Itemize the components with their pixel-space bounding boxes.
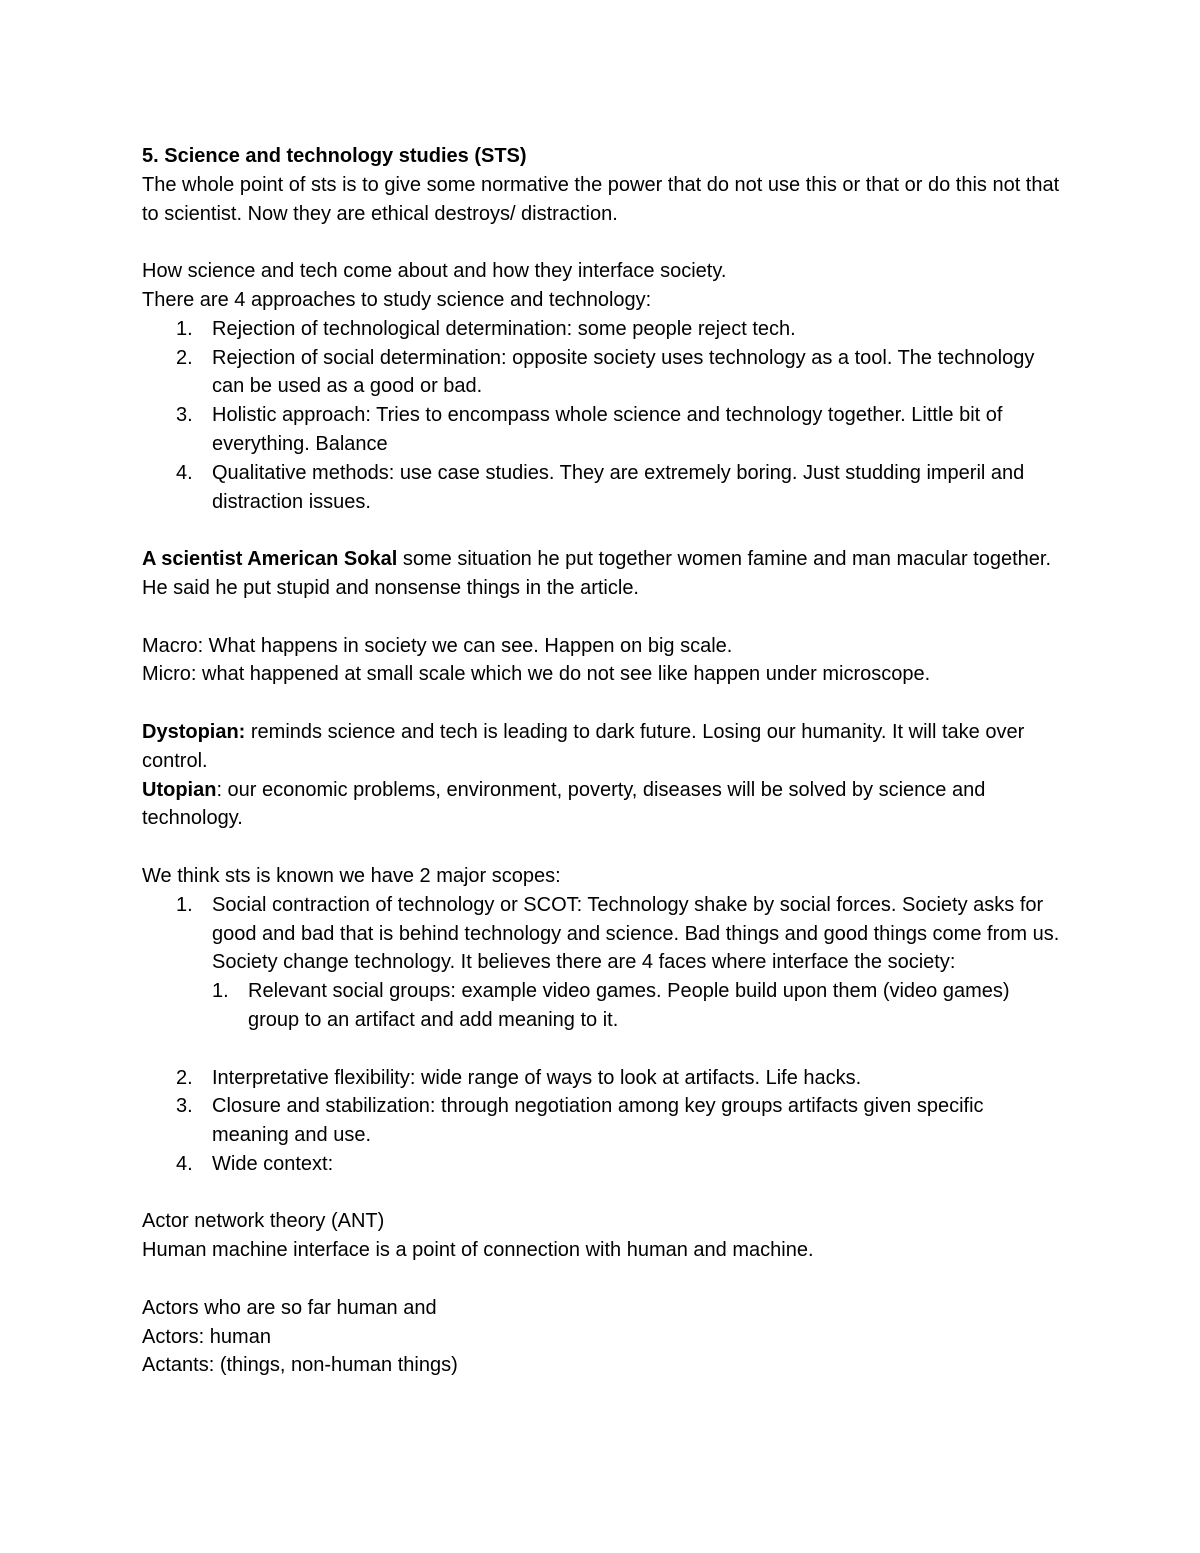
actors-human: Actors: human <box>142 1325 271 1348</box>
list-item <box>142 1092 1062 1150</box>
list-number: 4. <box>176 461 193 484</box>
dystopian-text: reminds science and tech is leading to dark future. Losing our humanity. It will take over control. <box>142 720 1025 772</box>
sokal-text: some situation he put together women famine and man macular together. He said he put stupid and nonsense things in the article. <box>142 548 1052 599</box>
spacer <box>142 1179 1062 1208</box>
sokal-bold: A scientist American Sokal <box>142 548 398 571</box>
sub-list-item <box>142 977 1062 1035</box>
list-text: Social contraction of technology or SCOT: Technology shake by social forces. Society asks for good and bad that is behind technology and science. Bad things and good things come from us. Society change technology. It believes there are 4 faces where interface the society: <box>212 893 1060 974</box>
spacer <box>142 689 1062 718</box>
approaches-intro: There are 4 approaches to study science and technology: <box>142 288 652 311</box>
spacer <box>142 1265 1062 1294</box>
list-number: 1. <box>176 893 193 916</box>
list-number: 4. <box>176 1152 193 1175</box>
how-line: How science and tech come about and how they interface society. <box>142 260 727 283</box>
list-text: Closure and stabilization: through negotiation among key groups artifacts given specific meaning and use. <box>212 1095 984 1147</box>
list-text: Wide context: <box>212 1152 334 1175</box>
actors-line: Actors who are so far human and <box>142 1296 437 1319</box>
spacer <box>142 516 1062 545</box>
list-number: 1. <box>212 980 229 1003</box>
list-item <box>142 344 1062 402</box>
spacer <box>142 228 1062 257</box>
spacer <box>142 1035 1062 1064</box>
list-item <box>142 401 1062 459</box>
list-number: 3. <box>176 1095 193 1118</box>
ant-title: Actor network theory (ANT) <box>142 1210 385 1233</box>
sokal-paragraph <box>142 545 1062 603</box>
list-item <box>142 459 1062 517</box>
document-body <box>142 142 1062 1380</box>
list-item <box>142 1150 1062 1179</box>
micro-line: Micro: what happened at small scale which we do not see like happen under microscope. <box>142 663 931 686</box>
list-text: Rejection of social determination: opposite society uses technology as a tool. The technology can be used as a good or bad. <box>212 346 1035 398</box>
spacer <box>142 603 1062 632</box>
list-number: 3. <box>176 404 193 427</box>
list-text: Holistic approach: Tries to encompass whole science and technology together. Little bit of everything. Balance <box>212 404 1003 455</box>
ant-definition: Human machine interface is a point of connection with human and machine. <box>142 1239 814 1262</box>
list-text: Qualitative methods: use case studies. They are extremely boring. Just studding imperil and distraction issues. <box>212 461 1025 513</box>
macro-line: Macro: What happens in society we can see. Happen on big scale. <box>142 634 733 657</box>
section-heading: 5. Science and technology studies (STS) <box>142 145 527 167</box>
actants-line: Actants: (things, non-human things) <box>142 1354 458 1377</box>
utopian-label: Utopian <box>142 778 217 801</box>
utopian-text: : our economic problems, environment, poverty, diseases will be solved by science and technology. <box>142 778 986 830</box>
dystopian-label: Dystopian: <box>142 720 246 743</box>
list-item <box>142 891 1062 977</box>
dystopian-paragraph <box>142 718 1062 776</box>
list-text: Relevant social groups: example video games. People build upon them (video games) group to an artifact and add meaning to it. <box>248 980 1010 1031</box>
list-number: 2. <box>176 1066 193 1089</box>
utopian-paragraph <box>142 776 1062 834</box>
list-number: 1. <box>176 317 193 340</box>
list-item <box>142 315 1062 344</box>
list-text: Interpretative flexibility: wide range of ways to look at artifacts. Life hacks. <box>212 1066 862 1089</box>
intro-paragraph: The whole point of sts is to give some normative the power that do not use this or that or do this not that to scientist. Now they are ethical destroys/ distraction. <box>142 173 1060 225</box>
list-text: Rejection of technological determination: some people reject tech. <box>212 317 796 340</box>
scopes-intro: We think sts is known we have 2 major scopes: <box>142 864 561 887</box>
list-number: 2. <box>176 346 193 369</box>
list-item <box>142 1064 1062 1093</box>
spacer <box>142 833 1062 862</box>
